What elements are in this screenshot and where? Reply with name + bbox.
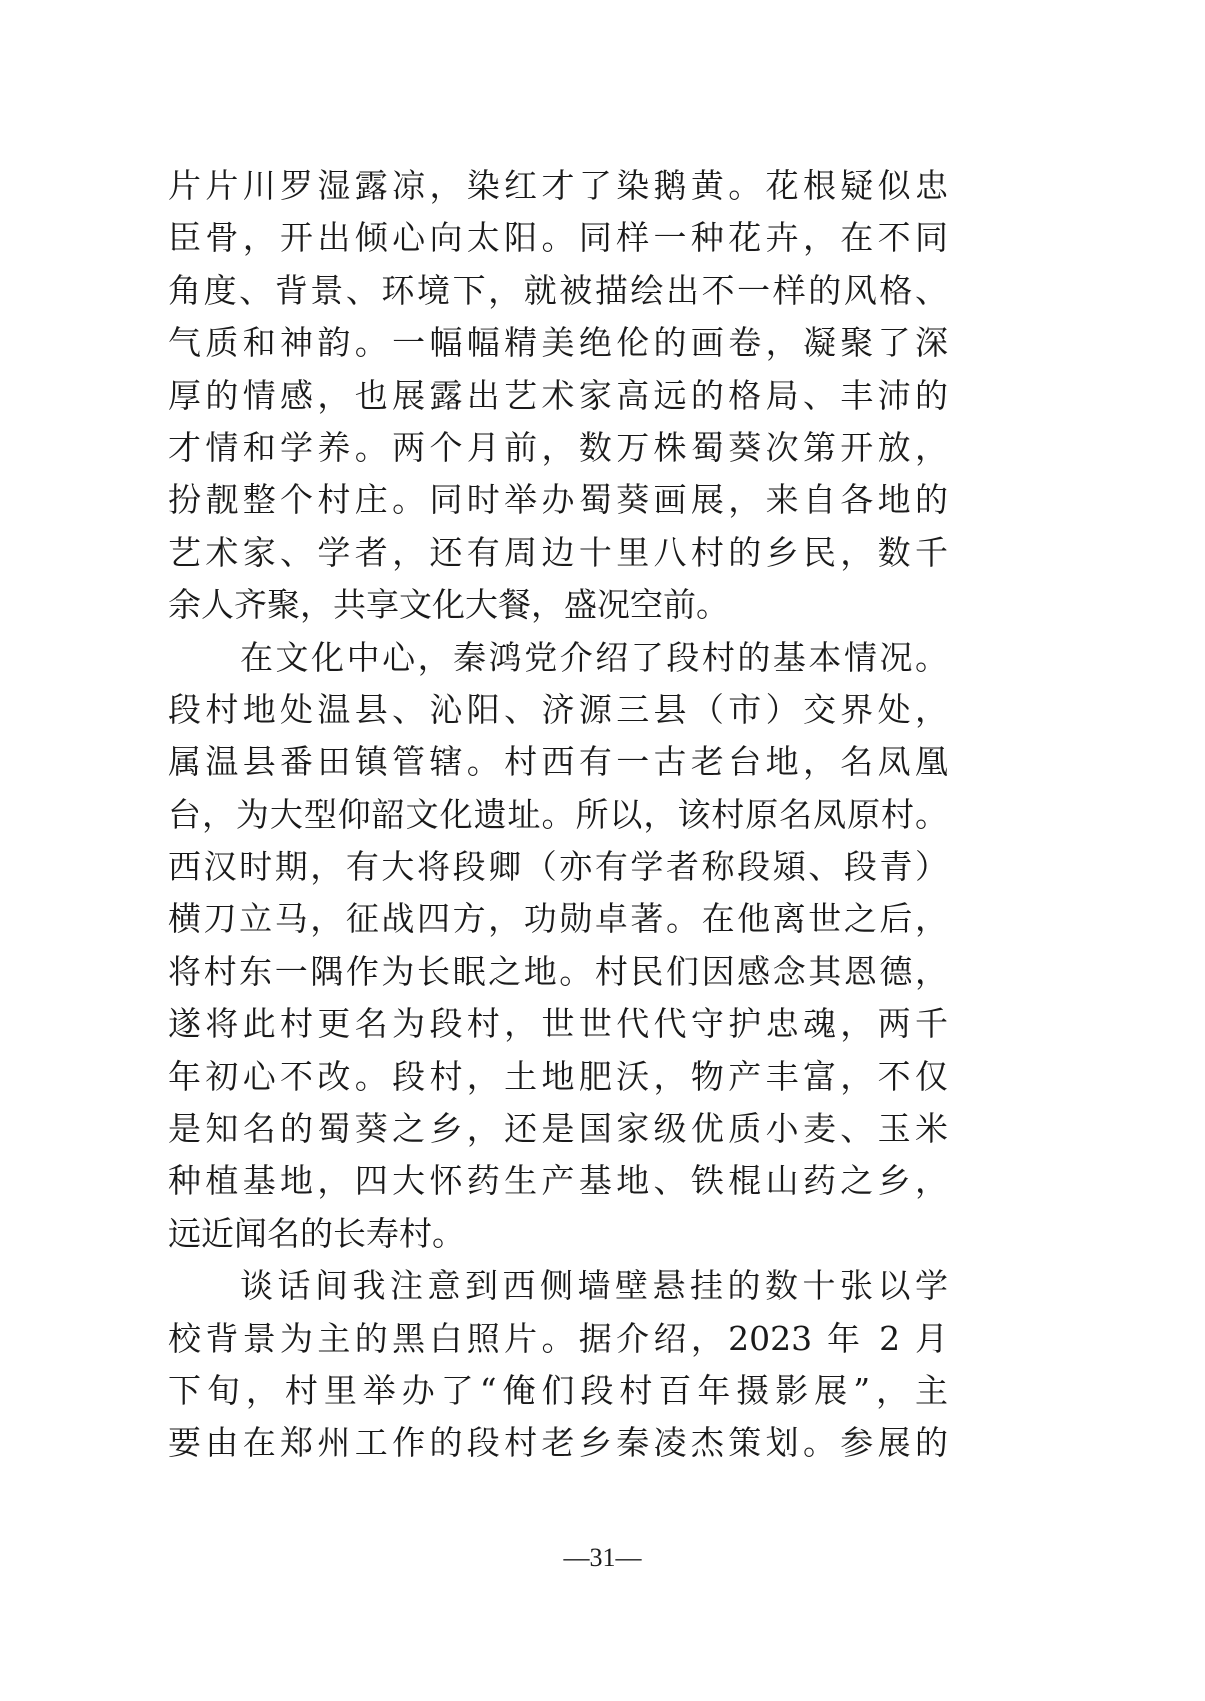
text-line: 要由在郑州工作的段村老乡秦凌杰策划。参展的: [168, 1423, 948, 1463]
paragraph-3: [168, 1260, 948, 1470]
text-line: 才情和学养。两个月前，数万株蜀葵次第开放，: [168, 427, 948, 467]
text-line: 片片川罗湿露凉，染红才了染鹅黄。花根疑似忠: [168, 166, 948, 205]
paragraph-2: [168, 632, 948, 1261]
text-line: 臣骨，开出倾心向太阳。同样一种花卉，在不同: [168, 218, 948, 258]
text-line: 是知名的蜀葵之乡，还是国家级优质小麦、玉米: [168, 1109, 948, 1149]
text-line: 远近闻名的长寿村。: [168, 1213, 465, 1253]
text-line: 台，为大型仰韶文化遗址。所以，该村原名凤原村。: [168, 794, 948, 834]
text-line: 种植基地，四大怀药生产基地、铁棍山药之乡，: [168, 1161, 948, 1201]
text-line: 在文化中心，秦鸿党介绍了段村的基本情况。: [240, 637, 948, 677]
paragraph-1: [168, 160, 948, 632]
text-line: 西汉时期，有大将段卿（亦有学者称段熲、段青）: [168, 847, 948, 887]
text-line: 谈话间我注意到西侧墙壁悬挂的数十张以学: [240, 1266, 948, 1306]
text-line: 余人齐聚，共享文化大餐，盛况空前。: [168, 585, 729, 625]
body-text: [168, 160, 948, 1470]
text-line: 角度、背景、环境下，就被描绘出不一样的风格、: [168, 270, 948, 310]
text-line: 段村地处温县、沁阳、济源三县（市）交界处，: [168, 689, 948, 729]
text-line: 气质和神韵。一幅幅精美绝伦的画卷，凝聚了深: [168, 323, 948, 363]
text-line: 横刀立马，征战四方，功勋卓著。在他离世之后，: [168, 899, 948, 939]
text-line: 厚的情感，也展露出艺术家高远的格局、丰沛的: [168, 375, 948, 415]
text-line: 扮靓整个村庄。同时举办蜀葵画展，来自各地的: [168, 480, 948, 520]
text-line: 校背景为主的黑白照片。据介绍，2023 年 2 月: [168, 1318, 948, 1358]
text-line: 年初心不改。段村，土地肥沃，物产丰富，不仅: [168, 1056, 948, 1096]
text-line: 属温县番田镇管辖。村西有一古老台地，名凤凰: [168, 742, 948, 782]
text-line: 下旬，村里举办了“俺们段村百年摄影展”，主: [168, 1370, 948, 1410]
page-number: —31—: [563, 1543, 642, 1572]
text-line: 艺术家、学者，还有周边十里八村的乡民，数千: [168, 532, 948, 572]
text-line: 将村东一隅作为长眠之地。村民们因感念其恩德，: [168, 951, 948, 991]
text-line: 遂将此村更名为段村，世世代代守护忠魂，两千: [168, 1004, 948, 1044]
